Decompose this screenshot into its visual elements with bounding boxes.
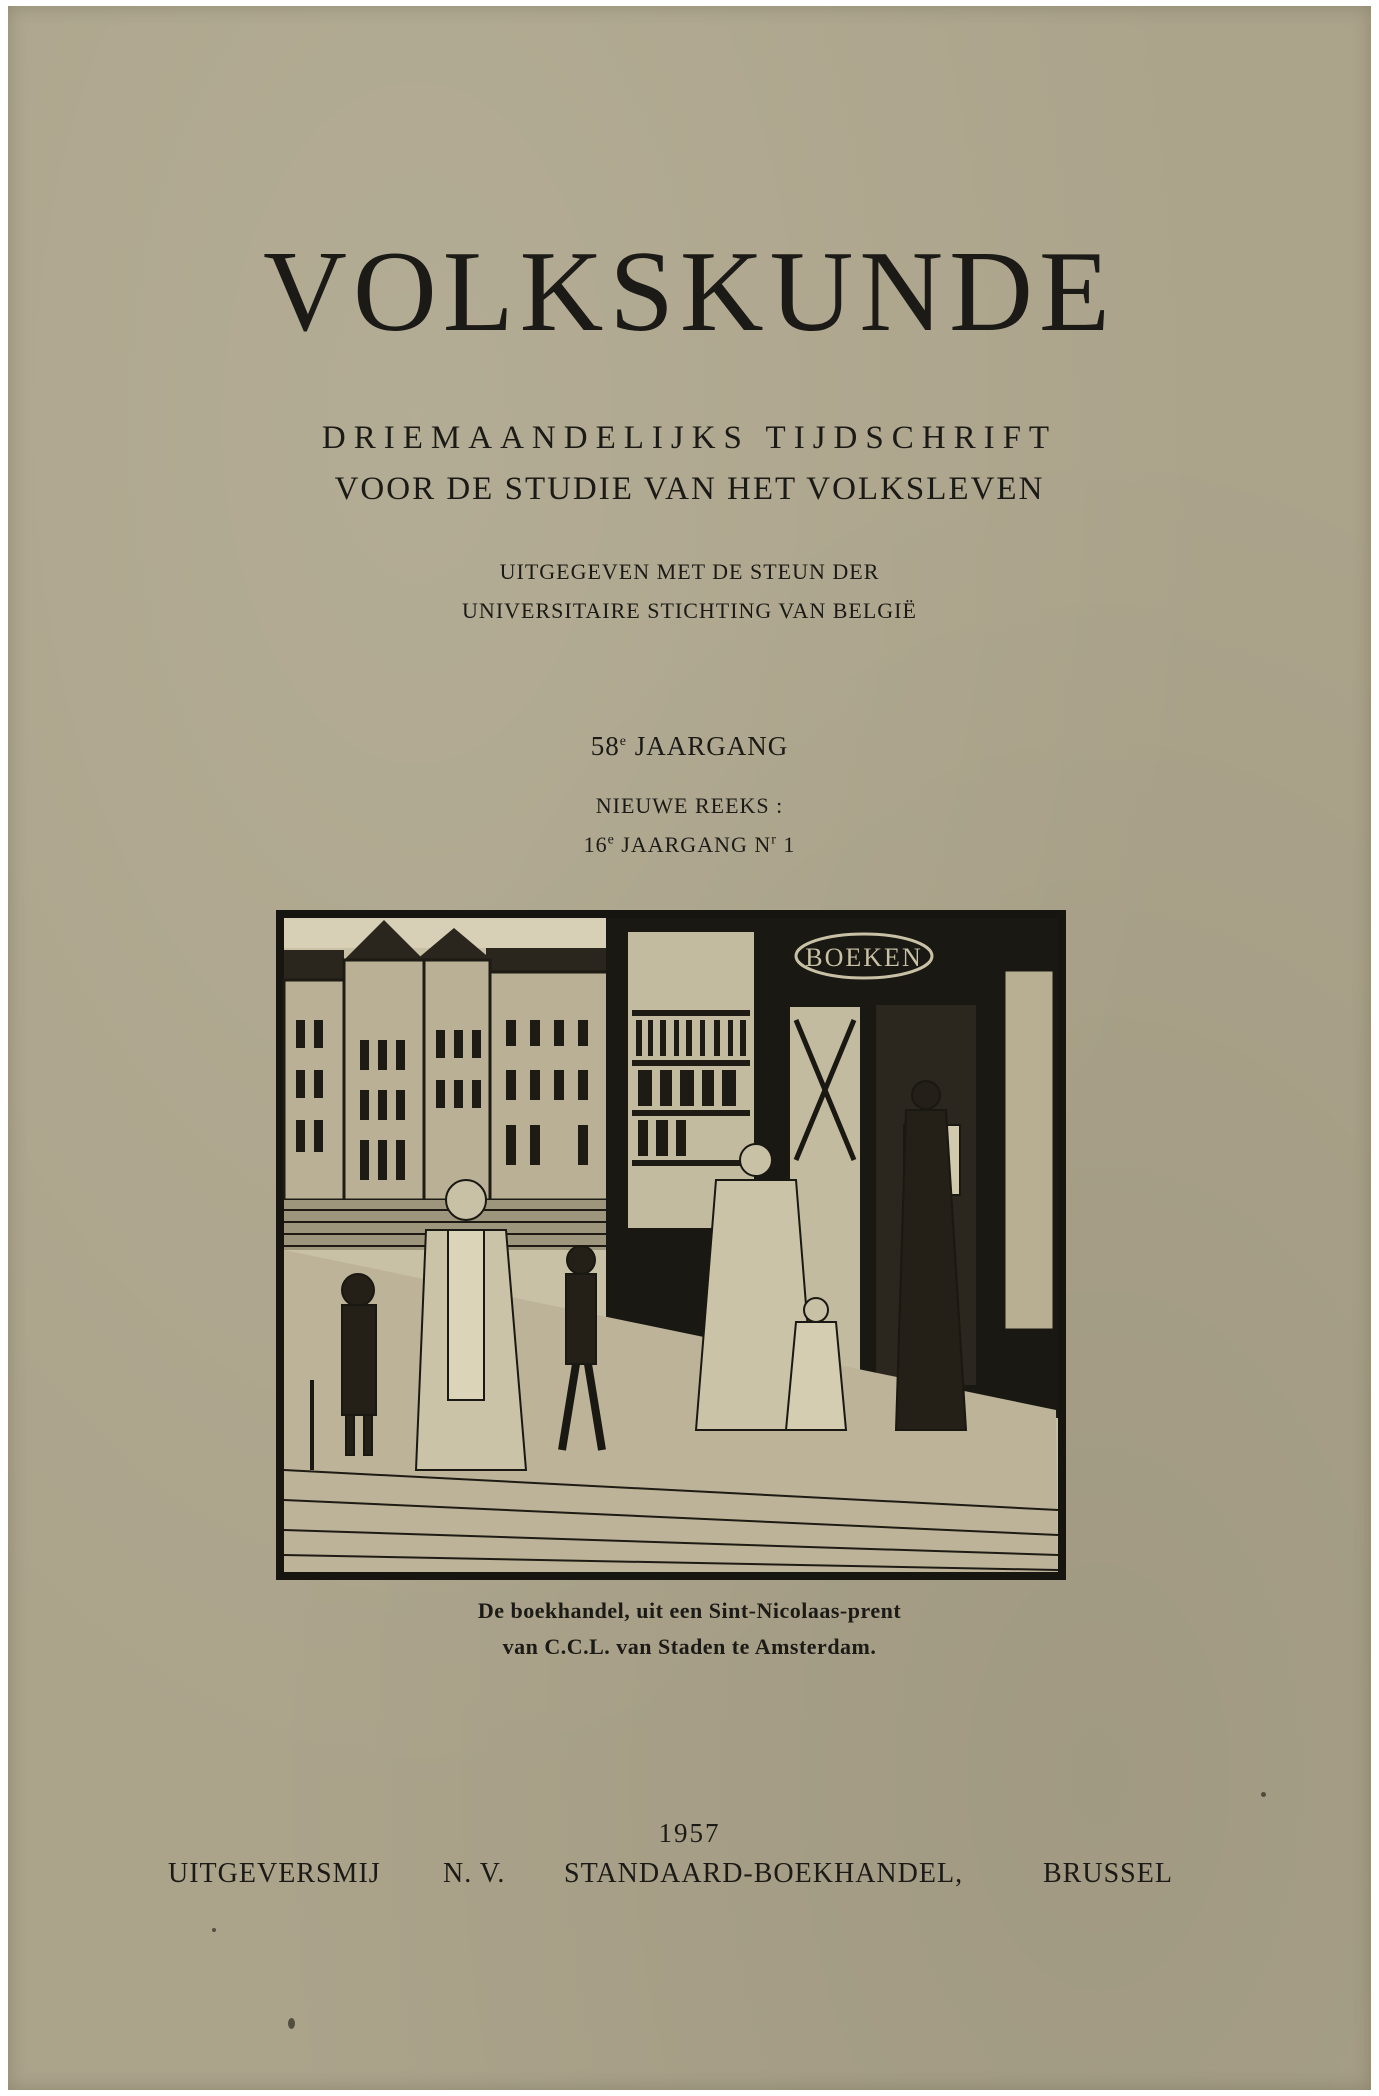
publication-year: 1957 bbox=[658, 1818, 721, 1848]
volume-suffix: e bbox=[619, 734, 627, 749]
series-label: NIEUWE REEKS : bbox=[595, 793, 784, 818]
publication-note-line-1: UITGEGEVEN MET DE STEUN DER bbox=[499, 559, 880, 584]
publisher-part-2: N. V. bbox=[443, 1858, 506, 1889]
shop-sign-text: BOEKEN bbox=[805, 943, 923, 972]
journal-cover bbox=[8, 6, 1371, 2090]
publisher-part-3: STANDAARD-BOEKHANDEL, bbox=[564, 1858, 964, 1889]
illustration-caption-line-2: van C.C.L. van Staden te Amsterdam. bbox=[502, 1634, 877, 1659]
subtitle-line-2: VOOR DE STUDIE VAN HET VOLKSLEVEN bbox=[334, 471, 1045, 507]
bookshop-woodcut-illustration bbox=[276, 910, 1066, 1580]
volume-number: 58 bbox=[590, 731, 620, 761]
paper-speck bbox=[288, 2018, 295, 2029]
subtitle-line-1: DRIEMAANDELIJKS TIJDSCHRIFT bbox=[321, 420, 1058, 456]
volume-label: JAARGANG bbox=[634, 731, 789, 761]
series-volume-number: 16 bbox=[583, 832, 608, 857]
publisher-part-4: BRUSSEL bbox=[1043, 1858, 1173, 1889]
publisher-part-1: UITGEVERSMIJ bbox=[168, 1858, 381, 1889]
illustration-caption-line-1: De boekhandel, uit een Sint-Nicolaas-prent bbox=[477, 1598, 902, 1623]
publisher-line bbox=[168, 1858, 1173, 1894]
series-volume-suffix: e bbox=[607, 832, 615, 848]
series-volume-label: JAARGANG bbox=[621, 832, 748, 857]
paper-speck bbox=[1261, 1792, 1266, 1797]
publication-note-line-2: UNIVERSITAIRE STICHTING VAN BELGIË bbox=[462, 598, 917, 623]
journal-title: VOLKSKUNDE bbox=[263, 228, 1116, 356]
issue-prefix: N bbox=[754, 832, 772, 857]
series-volume-line bbox=[8, 832, 1371, 858]
issue-suffix: r bbox=[771, 832, 777, 848]
volume-line bbox=[8, 731, 1371, 762]
issue-number: 1 bbox=[783, 832, 796, 857]
paper-speck bbox=[212, 1928, 216, 1932]
